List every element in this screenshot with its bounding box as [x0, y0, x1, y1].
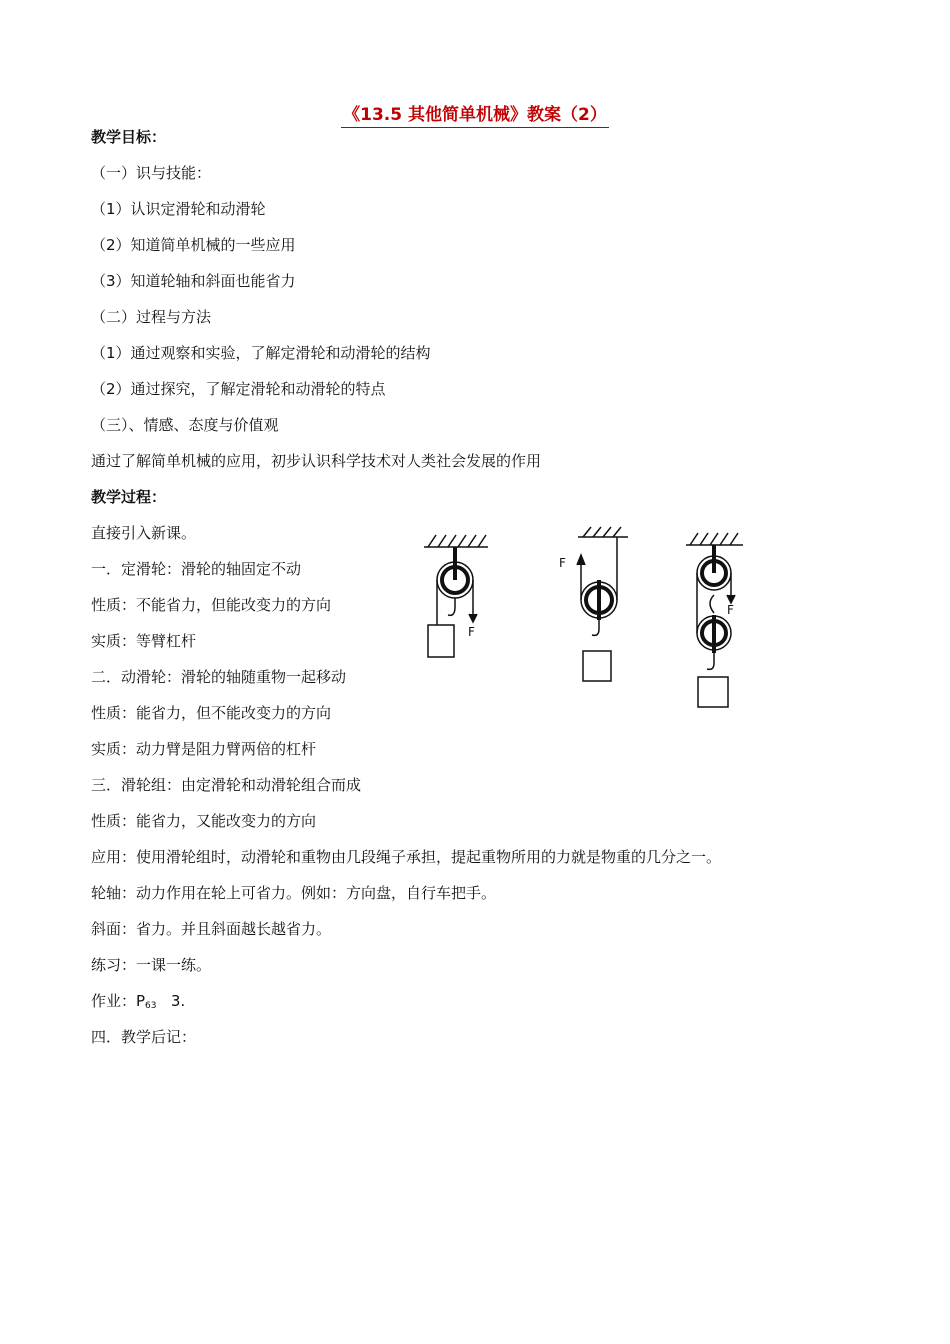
force-label-fixed: F [468, 625, 475, 639]
emotion-text: 通过了解简单机械的应用，初步认识科学技术对人类社会发展的作用 [91, 452, 542, 470]
fixed-pulley-essence: 实质：等臂杠杆 [91, 632, 197, 650]
process-heading: 教学过程： [91, 488, 167, 506]
fixed-pulley-figure [424, 535, 488, 657]
process-method-heading: （二）过程与方法 [91, 308, 212, 326]
objectives-heading: 教学目标： [91, 128, 167, 146]
postscript-heading: 四．教学后记： [91, 1028, 197, 1046]
pulley-block-nature: 性质：能省力，又能改变力的方向 [91, 812, 317, 830]
pulley-diagrams [418, 525, 753, 720]
knowledge-item: （3）知道轮轴和斜面也能省力 [91, 272, 296, 290]
pulley-block-application: 应用：使用滑轮组时，动滑轮和重物由几段绳子承担，提起重物所用的力就是物重的几分之一。 [91, 848, 722, 866]
wheel-axle-text: 轮轴：动力作用在轮上可省力。例如：方向盘，自行车把手。 [91, 884, 497, 902]
movable-pulley-figure [578, 527, 628, 681]
movable-pulley-force-arrow [577, 555, 585, 565]
pulley-block-force-arrow [727, 595, 735, 603]
emotion-heading: （三）、情感、态度与价值观 [91, 416, 279, 434]
pulley-block-def: 三．滑轮组：由定滑轮和动滑轮组合而成 [91, 776, 362, 794]
process-method-item: （2）通过探究，了解定滑轮和动滑轮的特点 [91, 380, 386, 398]
force-label-block: F [727, 603, 734, 617]
movable-pulley-nature: 性质：能省力，但不能改变力的方向 [91, 704, 332, 722]
force-label-movable: F [559, 556, 566, 570]
knowledge-item: （1）认识定滑轮和动滑轮 [91, 200, 266, 218]
homework-text [91, 991, 185, 1016]
homework-item: 3. [170, 992, 186, 1010]
homework-prefix: 作业：P [91, 992, 146, 1010]
fixed-pulley-nature: 性质：不能省力，但能改变力的方向 [91, 596, 332, 614]
movable-pulley-essence: 实质：动力臂是阻力臂两倍的杠杆 [91, 740, 317, 758]
page-title: 《13.5 其他简单机械》教案（2） [0, 100, 950, 125]
knowledge-heading: （一）识与技能： [91, 164, 212, 182]
knowledge-item: （2）知道简单机械的一些应用 [91, 236, 296, 254]
pulley-block-figure [686, 533, 743, 707]
process-method-item: （1）通过观察和实验，了解定滑轮和动滑轮的结构 [91, 344, 431, 362]
homework-page: 63 [145, 1001, 157, 1011]
fixed-pulley-def: 一．定滑轮：滑轮的轴固定不动 [91, 560, 302, 578]
fixed-pulley-force-arrow [469, 613, 477, 622]
movable-pulley-def: 二．动滑轮：滑轮的轴随重物一起移动 [91, 668, 347, 686]
incline-text: 斜面：省力。并且斜面越长越省力。 [91, 920, 332, 938]
intro-text: 直接引入新课。 [91, 524, 197, 542]
exercise-text: 练习：一课一练。 [91, 956, 212, 974]
